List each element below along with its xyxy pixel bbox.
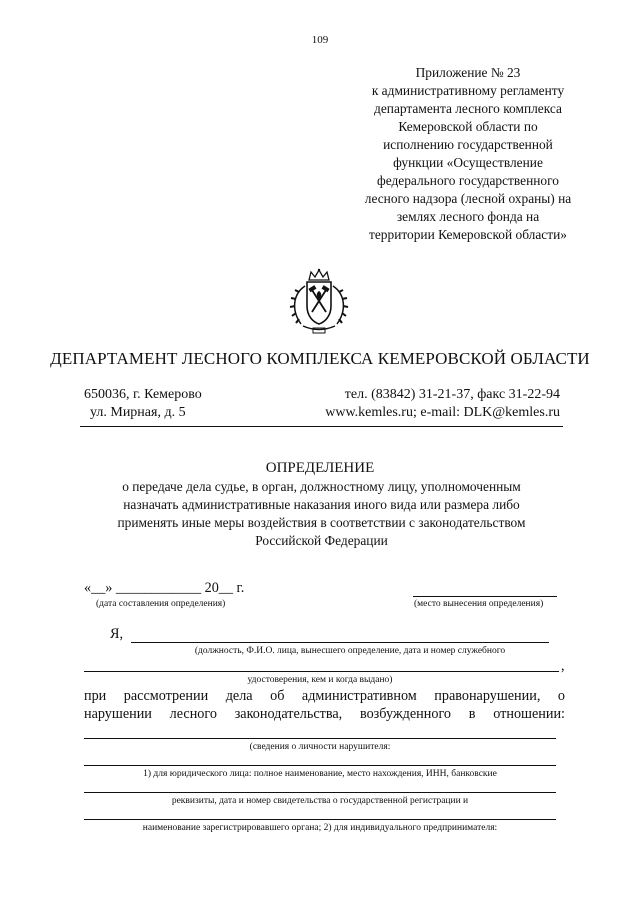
- date-caption: (дата составления определения): [96, 599, 226, 609]
- appendix-line: Кемеровской области по: [398, 119, 538, 134]
- appendix-line: землях лесного фонда на: [396, 209, 540, 224]
- header-divider: [80, 426, 563, 427]
- date-field[interactable]: [84, 580, 244, 597]
- body-line-2: нарушении лесного законодательства, возбужденного в отношении:: [84, 706, 565, 722]
- legal-caption-3: наименование зарегистрировавшего органа; 2) для индивидуального предпринимателя:: [142, 823, 498, 833]
- body-line-1: при рассмотрении дела об административном правонарушении, о: [84, 688, 565, 704]
- coat-of-arms-icon: [283, 266, 355, 338]
- subtitle-line: о передаче дела судье, в орган, должностному лицу, уполномоченным: [122, 479, 521, 494]
- appendix-note: [318, 64, 618, 244]
- place-field[interactable]: [413, 596, 557, 597]
- legal-field-2[interactable]: [84, 792, 556, 793]
- date-month: ____________: [115, 580, 202, 596]
- i-prefix: Я,: [110, 626, 124, 642]
- appendix-line: исполнению государственной: [383, 137, 553, 152]
- document-title: ОПРЕДЕЛЕНИЕ: [265, 460, 375, 476]
- contacts-block: [298, 386, 560, 422]
- appendix-line: Приложение № 23: [415, 65, 521, 80]
- legal-caption-1: 1) для юридического лица: полное наименование, место нахождения, ИНН, банковские: [143, 769, 497, 779]
- legal-caption-2: реквизиты, дата и номер свидетельства о государственной регистрации и: [171, 796, 469, 806]
- appendix-line: департамента лесного комплекса: [374, 101, 562, 116]
- appendix-line: федерального государственного: [377, 173, 559, 188]
- violator-field[interactable]: [84, 738, 556, 739]
- address-line-1: 650036, г. Кемерово: [84, 387, 202, 402]
- appendix-line: функции «Осуществление: [393, 155, 543, 170]
- subtitle-line: применять иные меры воздействия в соответствии с законодательством: [117, 515, 526, 530]
- document-subtitle: [80, 478, 563, 550]
- certificate-field[interactable]: [84, 671, 559, 672]
- certificate-caption: удостоверения, кем и когда выдано): [247, 675, 393, 685]
- appendix-line: лесного надзора (лесной охраны) на: [364, 191, 572, 206]
- department-name: ДЕПАРТАМЕНТ ЛЕСНОГО КОМПЛЕКСА КЕМЕРОВСКОЙ ОБЛАСТИ: [50, 349, 590, 368]
- place-caption: (место вынесения определения): [414, 599, 544, 609]
- page-number: 109: [311, 34, 329, 46]
- address-line-2: ул. Мирная, д. 5: [90, 405, 186, 420]
- date-year: 20__ г.: [204, 580, 245, 596]
- appendix-line: к административному регламенту: [371, 83, 565, 98]
- appendix-line: территории Кемеровской области»: [369, 227, 567, 242]
- address-block: [84, 386, 202, 422]
- web-email: www.kemles.ru; e-mail: DLK@kemles.ru: [325, 405, 560, 420]
- comma: ,: [561, 658, 565, 674]
- subtitle-line: Российской Федерации: [255, 533, 388, 548]
- date-day: «__»: [84, 580, 113, 596]
- phone-fax: тел. (83842) 31-21-37, факс 31-22-94: [344, 387, 560, 402]
- official-caption: (должность, Ф.И.О. лица, вынесшего определение, дата и номер служебного: [194, 646, 506, 656]
- violator-caption: (сведения о личности нарушителя:: [249, 742, 391, 752]
- legal-field-1[interactable]: [84, 765, 556, 766]
- legal-field-3[interactable]: [84, 819, 556, 820]
- subtitle-line: назначать административные наказания иного вида или размера либо: [123, 497, 520, 512]
- official-field[interactable]: [131, 642, 549, 643]
